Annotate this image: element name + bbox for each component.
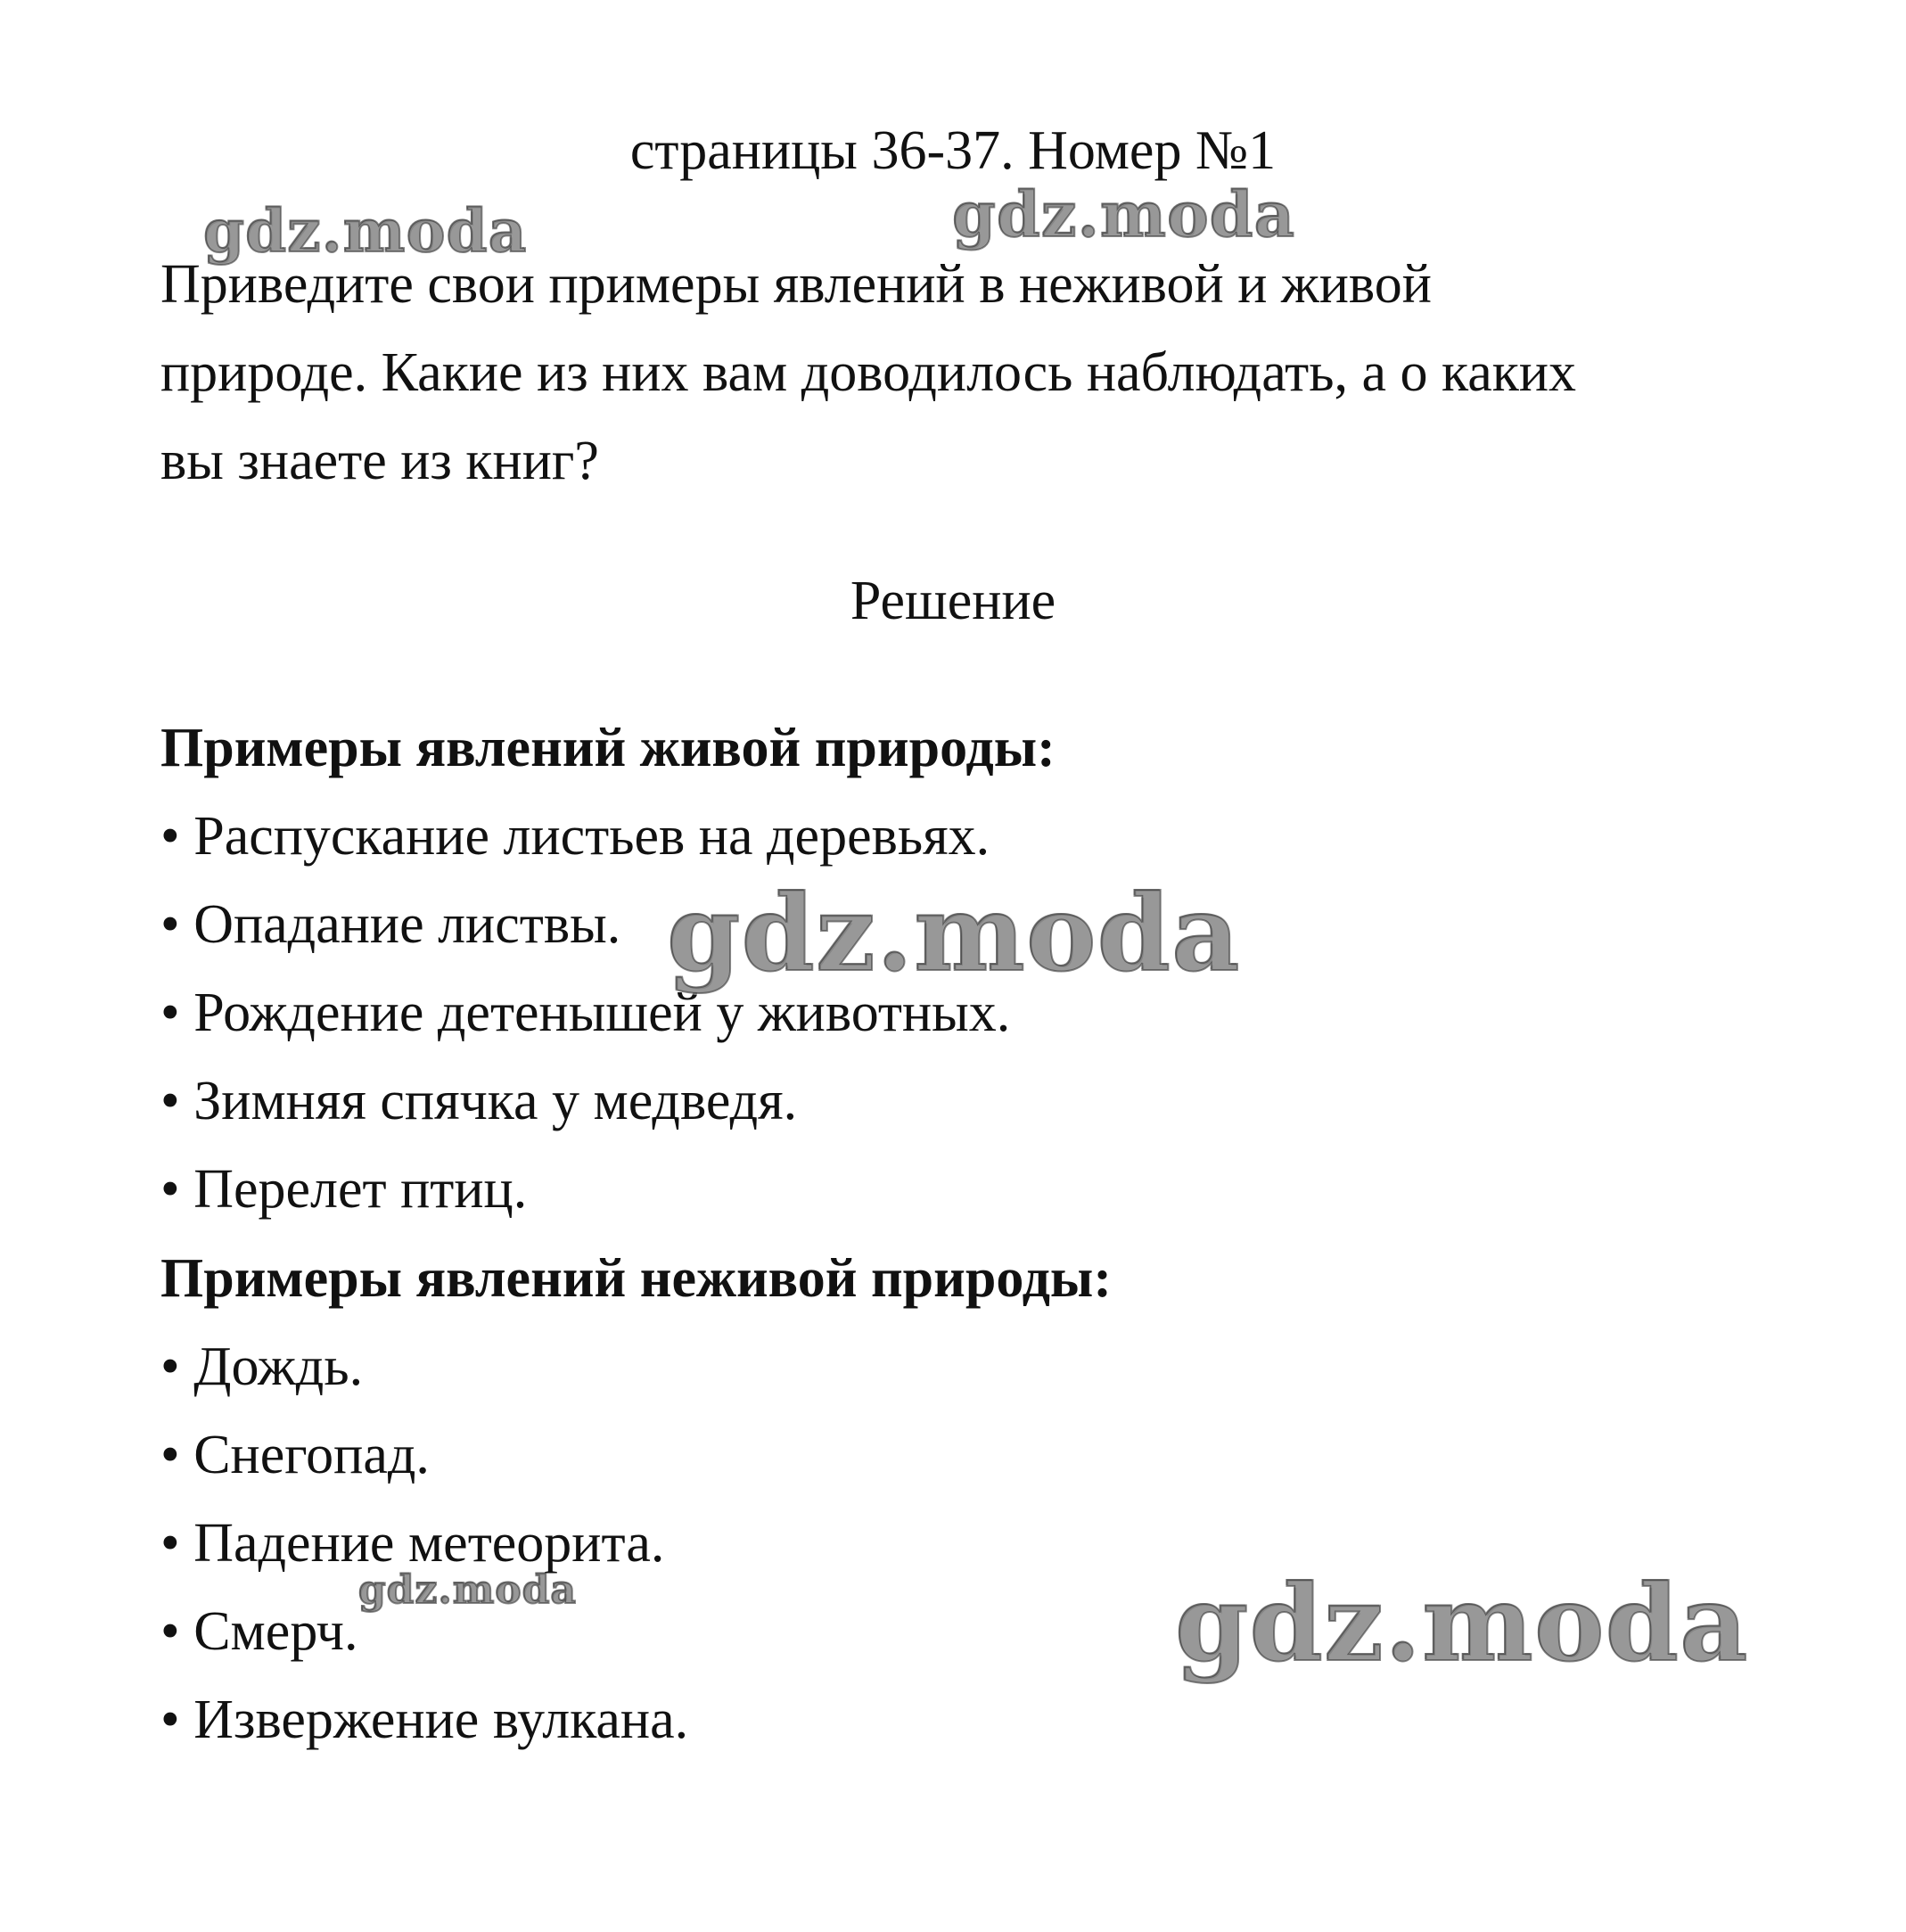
list-item: • Зимняя спячка у медведя. xyxy=(160,1071,798,1131)
watermark-logo: gdz.moda xyxy=(203,196,528,266)
watermark-logo: gdz.moda xyxy=(952,177,1296,251)
living-heading: Примеры явлений живой природы: xyxy=(160,718,1056,778)
list-item: • Падение метеорита. xyxy=(160,1513,665,1574)
list-item: • Перелет птиц. xyxy=(160,1159,528,1220)
list-item: • Извержение вулкана. xyxy=(160,1689,689,1750)
list-item: • Смерч. xyxy=(160,1601,358,1662)
list-item: • Опадание листвы. xyxy=(160,894,621,955)
question-line-2: природе. Какие из них вам доводилось наблюдать, а о каких xyxy=(160,342,1577,403)
list-item: • Рождение детенышей у животных. xyxy=(160,982,1011,1043)
watermark-logo: gdz.moda xyxy=(1175,1561,1749,1685)
page-title: страницы 36-37. Номер №1 xyxy=(629,120,1277,181)
watermark-logo: gdz.moda xyxy=(667,871,1241,995)
solution-heading: Решение xyxy=(850,571,1056,631)
question-line-3: вы знаете из книг? xyxy=(160,431,599,491)
nonliving-heading: Примеры явлений неживой природы: xyxy=(160,1248,1112,1309)
question-line-1: Приведите свои примеры явлений в неживой и живой xyxy=(160,254,1432,315)
list-item: • Дождь. xyxy=(160,1336,364,1397)
list-item: • Распускание листьев на деревьях. xyxy=(160,806,990,867)
watermark-logo: gdz.moda xyxy=(358,1567,578,1613)
list-item: • Снегопад. xyxy=(160,1425,430,1485)
